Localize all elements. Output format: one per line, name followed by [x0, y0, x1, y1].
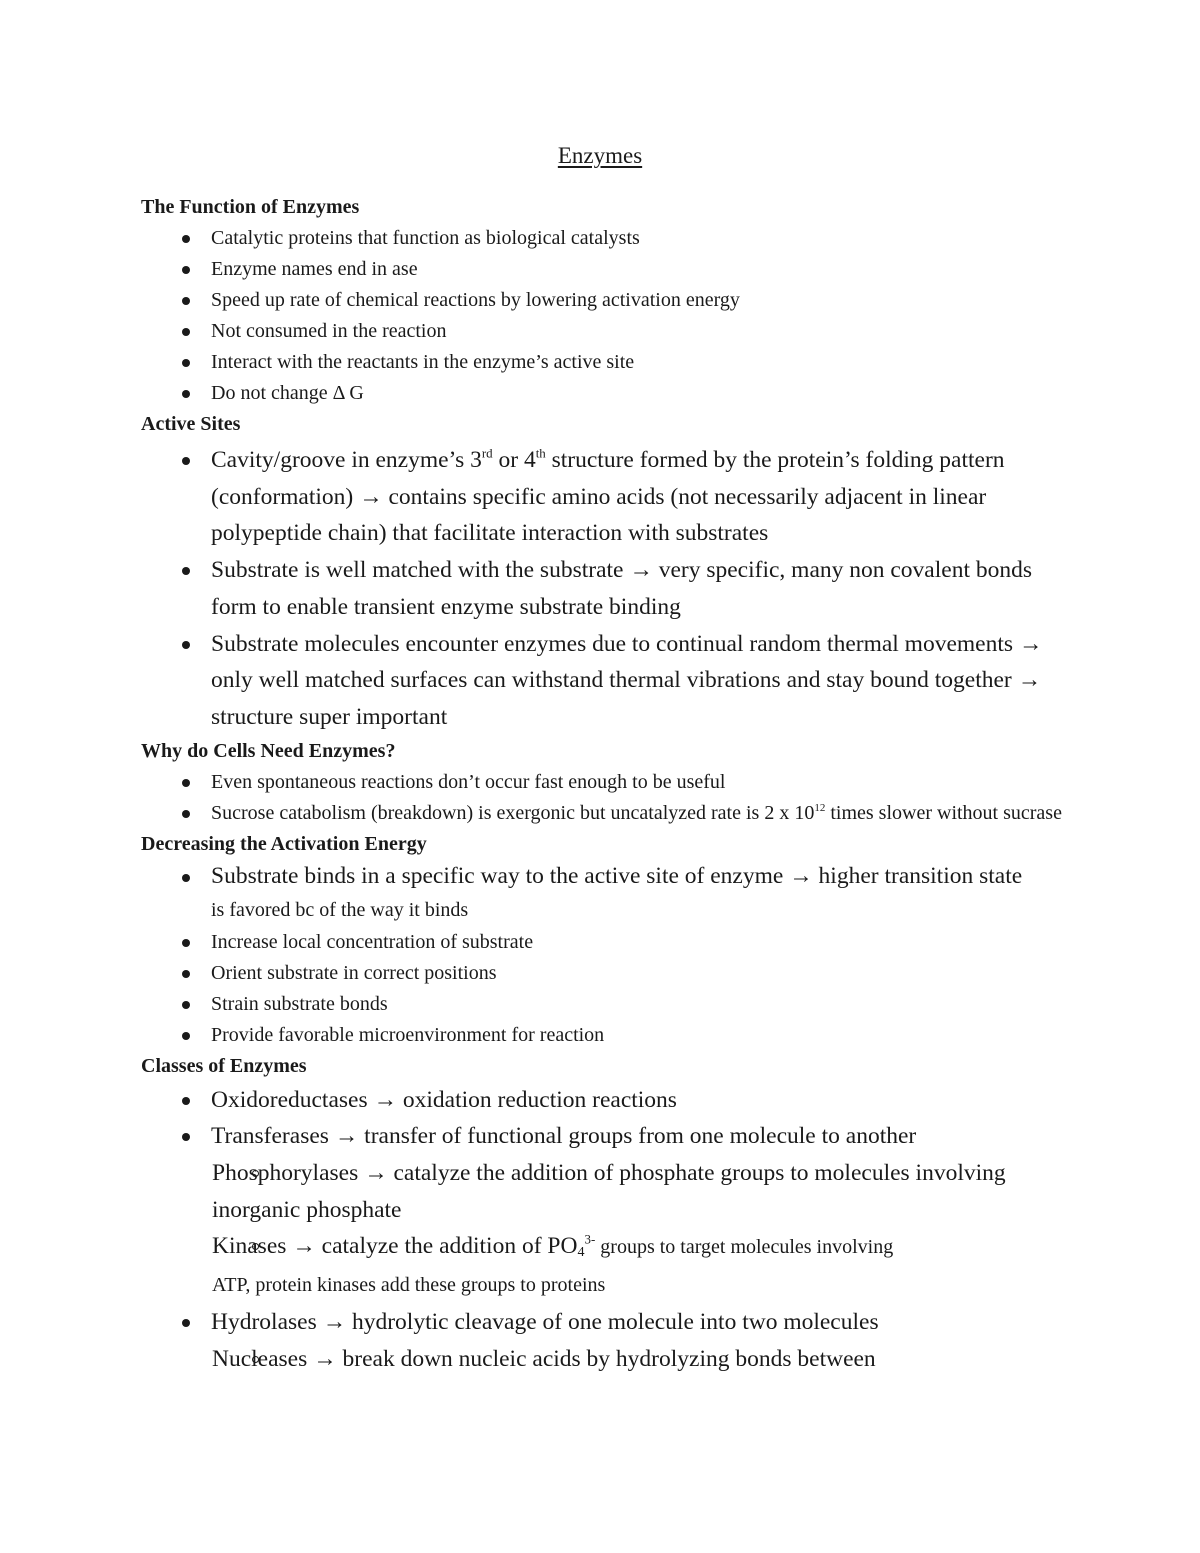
bullet-icon: [182, 266, 190, 274]
heading-active-sites: Active Sites: [141, 413, 241, 435]
heading-function-of-enzymes: The Function of Enzymes: [141, 196, 360, 218]
hollow-bullet-icon: [252, 1356, 259, 1363]
list-item: [141, 285, 1081, 316]
list-item-text: Substrate molecules encounter enzymes due to continual random thermal movements → only well matched surfaces can withstand thermal vibrations and stay bound together → structure super important: [211, 630, 1043, 730]
bullet-icon: [182, 1319, 190, 1327]
list-item: [141, 378, 1081, 409]
superscript: th: [535, 445, 546, 461]
bullet-icon: [182, 641, 190, 649]
list-item-text: Not consumed in the reaction: [211, 320, 447, 342]
document-title: Enzymes: [557, 143, 643, 168]
text-run: Kinases → catalyze the addition of PO: [212, 1233, 578, 1260]
active-sites-list: [141, 442, 1081, 736]
bullet-icon: [182, 1097, 190, 1105]
list-item-text: [211, 862, 1023, 921]
list-item: [141, 347, 1081, 378]
transferases-sublist: [141, 1155, 1081, 1304]
list-item-text: Hydrolases → hydrolytic cleavage of one molecule into two molecules: [211, 1308, 879, 1335]
list-item: [141, 254, 1081, 285]
text-run: groups to target molecules involving: [595, 1236, 894, 1259]
bullet-icon: [182, 359, 190, 367]
bullet-icon: [182, 328, 190, 336]
text-run: ATP, protein kinases add these groups to proteins: [212, 1274, 606, 1297]
list-item-text: Even spontaneous reactions don’t occur fast enough to be useful: [211, 770, 726, 793]
bullet-icon: [182, 810, 190, 818]
list-item: [141, 767, 1081, 798]
list-item-text: Substrate is well matched with the substrate → very specific, many non covalent bonds form to enable transient enzyme substrate binding: [211, 557, 1032, 620]
list-item: [141, 958, 1081, 989]
list-item-text: Increase local concentration of substrate: [211, 930, 534, 953]
bullet-icon: [182, 779, 190, 787]
text-run: Cavity/groove in enzyme’s 3: [211, 447, 482, 473]
list-item: [141, 316, 1081, 347]
list-item-text: Enzyme names end in ase: [211, 258, 418, 280]
list-item: [141, 1118, 1081, 1304]
subscript: 4: [577, 1244, 585, 1261]
bullet-icon: [182, 939, 190, 947]
why-list: [141, 767, 1081, 829]
bullet-icon: [182, 235, 190, 243]
list-item-text: [211, 447, 1005, 546]
text-run: times slower without sucrase: [825, 801, 1062, 824]
list-item: [141, 552, 1081, 625]
bullet-icon: [182, 390, 190, 398]
list-item-text: Strain substrate bonds: [211, 992, 388, 1015]
list-item: [141, 927, 1081, 958]
superscript: 3-: [584, 1231, 596, 1247]
text-run: or 4: [492, 447, 536, 473]
list-item-text: Oxidoreductases → oxidation reduction reactions: [211, 1086, 677, 1113]
list-item: [141, 989, 1081, 1020]
list-item-text: Orient substrate in correct positions: [211, 961, 497, 984]
list-item-text: Catalytic proteins that function as biological catalysts: [211, 227, 640, 249]
sublist-item: [141, 1228, 1081, 1303]
bullet-icon: [182, 970, 190, 978]
sublist-item-text: [212, 1233, 893, 1297]
bullet-icon: [182, 567, 190, 575]
text-run: structure formed by the protein’s folding pattern (conformation) → contains specific amino acids (not necessarily adjacent in linear polypeptide chain) that facilitate interaction with substrates: [211, 447, 1005, 547]
bullet-icon: [182, 297, 190, 305]
list-item: [141, 798, 1081, 829]
list-item: [141, 860, 1081, 927]
classes-list: [141, 1082, 1081, 1378]
heading-why-cells-need-enzymes: Why do Cells Need Enzymes?: [141, 739, 396, 762]
bullet-icon: [182, 1032, 190, 1040]
text-run: Sucrose catabolism (breakdown) is exergonic but uncatalyzed rate is 2 x 10: [211, 801, 815, 824]
sublist-item-text: Phosphorylases → catalyze the addition of phosphate groups to molecules involving inorganic phosphate: [212, 1160, 1006, 1223]
sublist-item-text: Nucleases → break down nucleic acids by hydrolyzing bonds between: [212, 1345, 876, 1372]
list-item-text: Provide favorable microenvironment for reaction: [211, 1023, 605, 1046]
list-item: [141, 1304, 1081, 1377]
activation-list: [141, 860, 1081, 1051]
list-item-text: [211, 802, 1062, 824]
text-run: is favored bc of the way it binds: [211, 898, 469, 921]
list-item: [141, 1020, 1081, 1051]
bullet-icon: [182, 457, 190, 465]
function-list: [141, 223, 1081, 409]
list-item: [141, 626, 1081, 736]
sublist-item: [141, 1341, 1081, 1378]
bullet-icon: [182, 874, 190, 882]
superscript: rd: [481, 445, 493, 461]
list-item: [141, 1082, 1081, 1119]
list-item: [141, 442, 1081, 552]
heading-classes-of-enzymes: Classes of Enzymes: [141, 1054, 307, 1077]
document-body: [141, 192, 1081, 1377]
text-run: Substrate binds in a specific way to the active site of enzyme → higher transition state: [211, 862, 1023, 889]
list-item-text: Transferases → transfer of functional groups from one molecule to another: [211, 1123, 917, 1150]
list-item: [141, 223, 1081, 254]
superscript: 12: [814, 801, 826, 814]
hollow-bullet-icon: [252, 1170, 259, 1177]
bullet-icon: [182, 1001, 190, 1009]
sublist-item: [141, 1155, 1081, 1228]
bullet-icon: [182, 1133, 190, 1141]
list-item-text: Do not change Δ G: [211, 382, 364, 404]
list-item-text: Speed up rate of chemical reactions by lowering activation energy: [211, 289, 740, 311]
heading-decreasing-activation-energy: Decreasing the Activation Energy: [141, 832, 427, 855]
hydrolases-sublist: [141, 1341, 1081, 1378]
list-item-text: Interact with the reactants in the enzyme’s active site: [211, 351, 635, 373]
